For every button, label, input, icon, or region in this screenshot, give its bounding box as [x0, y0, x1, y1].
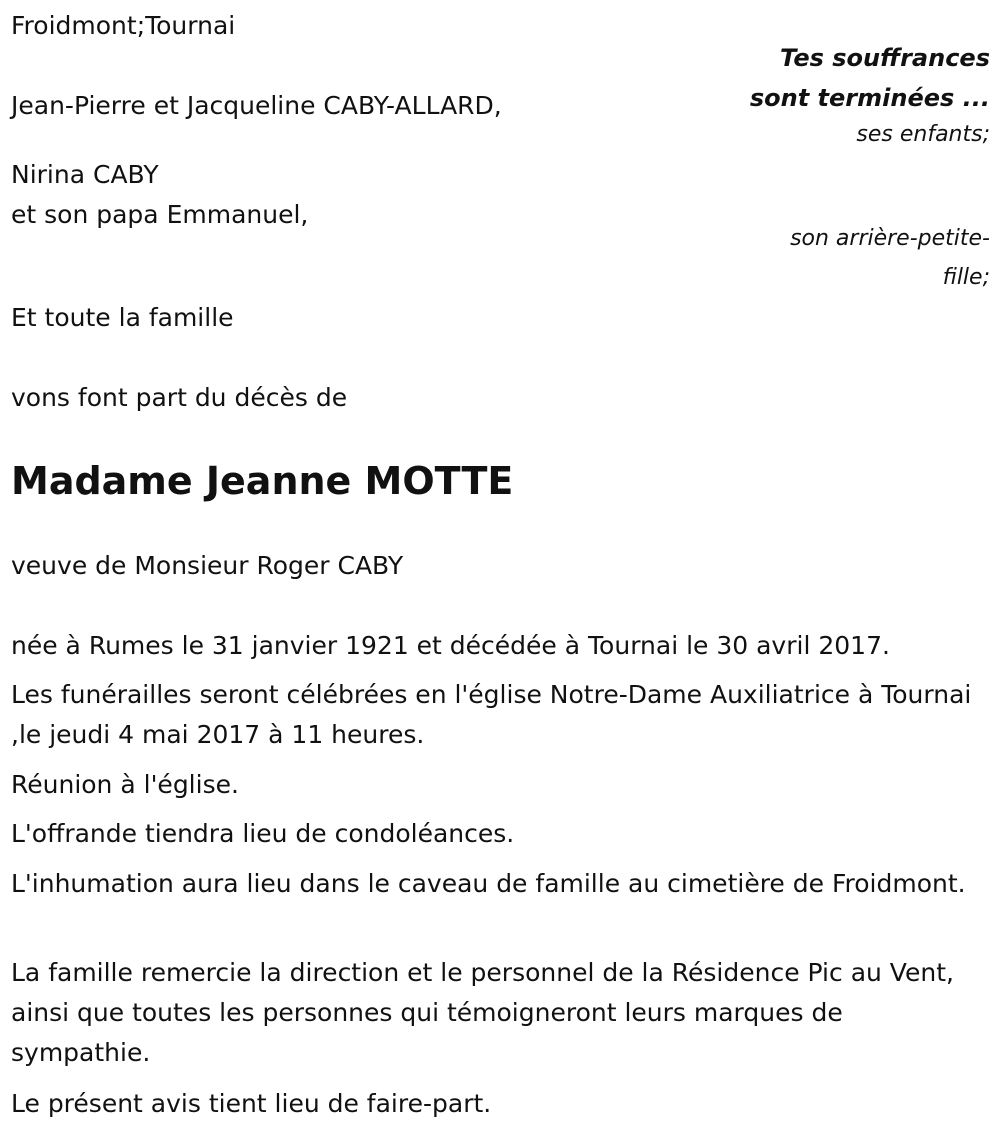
announcer-family: Et toute la famille: [11, 303, 234, 332]
announcer-children: Jean-Pierre et Jacqueline CABY-ALLARD,: [11, 91, 502, 120]
detail-thanks: La famille remercie la direction et le personnel de la Résidence Pic au Vent, ainsi que toutes les personnes qui témoigneront leurs marques de sympathie.: [11, 958, 954, 1067]
announcement-intro: vons font part du décès de: [11, 383, 348, 412]
relation-children: ses enfants;: [856, 122, 990, 147]
quote-line-2: sont terminées ...: [749, 84, 990, 112]
relation-great-granddaughter-line-2: fille;: [942, 265, 990, 290]
detail-funeral: Les funérailles seront célébrées en l'église Notre-Dame Auxiliatrice à Tournai ,le jeudi 4 mai 2017 à 11 heures.: [11, 680, 972, 749]
announcer-great-granddaughter: Nirina CABY: [11, 160, 159, 189]
detail-birth-death: née à Rumes le 31 janvier 1921 et décédée à Tournai le 30 avril 2017.: [11, 631, 890, 660]
location-header: Froidmont;Tournai: [11, 11, 236, 40]
quote-line-1: Tes souffrances: [780, 44, 990, 72]
detail-faire-part: Le présent avis tient lieu de faire-part.: [11, 1089, 492, 1118]
relation-great-granddaughter-line-1: son arrière-petite-: [790, 226, 990, 251]
detail-burial: L'inhumation aura lieu dans le caveau de famille au cimetière de Froidmont.: [11, 869, 966, 898]
widow-of: veuve de Monsieur Roger CABY: [11, 551, 404, 580]
deceased-name: Madame Jeanne MOTTE: [11, 459, 514, 503]
announcer-great-granddaughter-father: et son papa Emmanuel,: [11, 200, 309, 229]
detail-reunion: Réunion à l'église.: [11, 770, 239, 799]
detail-offering: L'offrande tiendra lieu de condoléances.: [11, 819, 515, 848]
